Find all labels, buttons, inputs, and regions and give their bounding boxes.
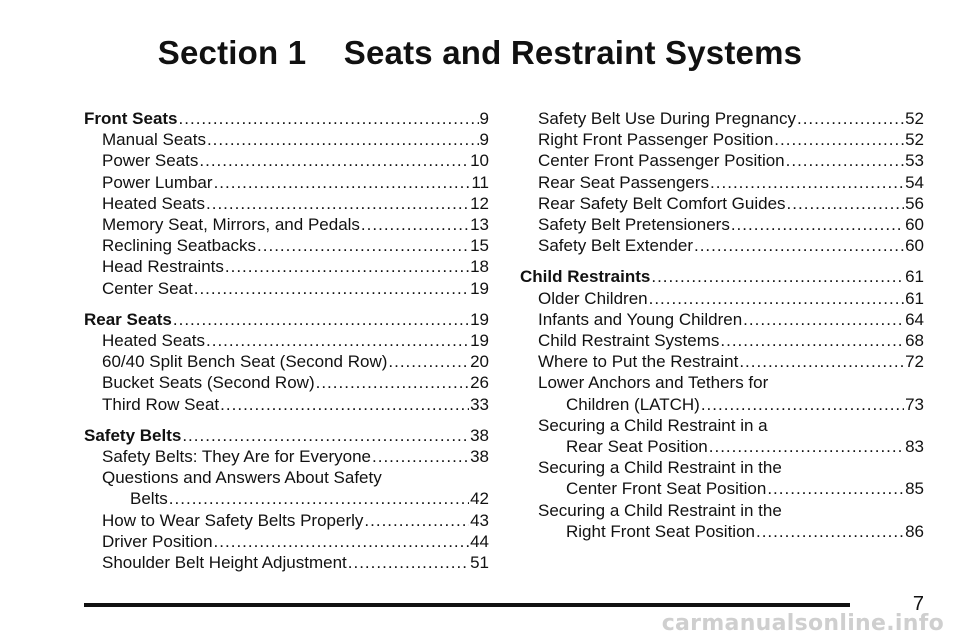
dot-leader (388, 351, 469, 372)
toc-entry-label: Right Front Passenger Position (538, 130, 774, 150)
toc-entry[interactable] (84, 531, 489, 552)
toc-entry-label: Safety Belt Use During Pregnancy (538, 109, 796, 128)
toc-entry[interactable] (520, 309, 924, 330)
dot-leader (169, 488, 469, 509)
toc-heading-label: Front Seats (84, 109, 178, 128)
toc-page-number: 33 (470, 394, 489, 414)
toc-entry[interactable] (84, 330, 489, 351)
toc-entry[interactable] (520, 351, 924, 372)
dot-leader (257, 235, 469, 256)
toc-entry-label: Power Seats (102, 151, 199, 171)
toc-entry-continuation (520, 436, 924, 457)
toc-entry[interactable] (520, 150, 924, 171)
toc-entry-label-line1: Lower Anchors and Tethers for (538, 373, 769, 393)
toc-entry-wrapped[interactable] (520, 500, 924, 542)
toc-entry-continuation (520, 478, 924, 499)
toc-entry-continuation (520, 394, 924, 415)
dot-leader (709, 436, 904, 457)
dot-leader (649, 288, 904, 309)
toc-entry-wrapped[interactable] (520, 457, 924, 499)
toc-entry-label: Reclining Seatbacks (102, 236, 257, 256)
toc-page-number: 83 (905, 437, 924, 457)
toc-group-safety-belts-continued (520, 108, 924, 256)
toc-page-number: 19 (470, 331, 489, 351)
dot-leader (720, 330, 904, 351)
toc-entry[interactable] (520, 330, 924, 351)
toc-page-number: 61 (905, 267, 924, 287)
toc-entry[interactable] (84, 214, 489, 235)
toc-page-number: 72 (905, 352, 924, 372)
toc-page-number: 9 (479, 109, 489, 128)
toc-entry[interactable] (520, 193, 924, 214)
toc-entry-label: Rear Seat Passengers (538, 172, 710, 192)
dot-leader (206, 193, 469, 214)
toc-entry[interactable] (84, 552, 489, 573)
toc-entry-label: Bucket Seats (Second Row) (102, 373, 315, 393)
dot-leader (225, 256, 469, 277)
toc-page-number: 15 (470, 236, 489, 256)
toc-entry-label-line2: Rear Seat Position (566, 437, 708, 457)
dot-leader (199, 150, 469, 171)
toc-entry-label: Manual Seats (102, 130, 206, 150)
watermark: carmanualsonline.info (661, 611, 944, 636)
toc-page-number: 60 (905, 236, 924, 256)
toc-group-child-restraints (520, 266, 924, 542)
toc-entry-label: Safety Belts: They Are for Everyone (102, 447, 371, 467)
toc-entry[interactable] (84, 129, 489, 150)
toc-page-number: 64 (905, 309, 924, 329)
toc-entry-label: How to Wear Safety Belts Properly (102, 510, 364, 530)
toc-entry-label: Shoulder Belt Height Adjustment (102, 553, 347, 573)
dot-leader (372, 446, 469, 467)
toc-entry[interactable] (520, 129, 924, 150)
toc-entry-label: Driver Position (102, 531, 213, 551)
toc-heading-child-restraints[interactable] (520, 266, 924, 287)
toc-page-number: 44 (470, 531, 489, 551)
toc-page-number: 61 (905, 288, 924, 308)
toc-entry[interactable] (84, 278, 489, 299)
dot-leader (206, 330, 469, 351)
toc-page-number: 13 (470, 215, 489, 235)
footer-rule (84, 603, 850, 607)
toc-page-number: 11 (471, 172, 489, 192)
toc-entry[interactable] (520, 288, 924, 309)
toc-entry-label: Where to Put the Restraint (538, 352, 739, 372)
toc-entry[interactable] (84, 193, 489, 214)
toc-entry-label-line2: Right Front Seat Position (566, 521, 755, 541)
toc-page-number: 19 (470, 278, 489, 298)
page-number: 7 (912, 593, 924, 615)
toc-page-number: 10 (470, 151, 489, 171)
toc-page-number: 53 (905, 151, 924, 171)
toc-entry-label-line2: Center Front Seat Position (566, 479, 767, 499)
dot-leader (756, 521, 904, 542)
dot-leader (214, 531, 470, 552)
toc-entry-label-line2: Belts (130, 489, 168, 509)
toc-entry-label: Safety Belt Pretensioners (538, 215, 730, 235)
toc-page-number: 54 (905, 172, 924, 192)
toc-page-number: 43 (470, 510, 489, 530)
dot-leader (797, 108, 904, 129)
toc-entry[interactable] (84, 150, 489, 171)
toc-page-number: 52 (905, 130, 924, 150)
toc-group-front-seats (84, 108, 489, 299)
toc-entry-label: Power Lumbar (102, 172, 213, 192)
toc-entry[interactable] (84, 394, 489, 415)
toc-page-number: 38 (470, 447, 489, 467)
toc-entry-label: Third Row Seat (102, 394, 220, 414)
toc-heading-label: Child Restraints (520, 267, 651, 287)
toc-heading-label: Safety Belts (84, 425, 182, 445)
toc-page-number: 20 (470, 352, 489, 372)
toc-entry-continuation (84, 488, 489, 509)
toc-entry-label-line1: Questions and Answers About Safety (102, 468, 382, 488)
toc-entry-label: Center Seat (102, 278, 193, 298)
dot-leader (774, 129, 904, 150)
toc-entry-label: Rear Safety Belt Comfort Guides (538, 193, 786, 213)
dot-leader (361, 214, 469, 235)
dot-leader (194, 278, 469, 299)
toc-entry[interactable] (84, 235, 489, 256)
toc-page-number: 12 (470, 193, 489, 213)
dot-leader (214, 172, 471, 193)
toc-entry[interactable] (520, 214, 924, 235)
toc-entry-label: Safety Belt Extender (538, 236, 693, 256)
toc-entry-label: Heated Seats (102, 331, 206, 351)
dot-leader (786, 150, 904, 171)
dot-leader (220, 394, 469, 415)
toc-entry-label-line1: Securing a Child Restraint in the (538, 500, 782, 520)
toc-entry[interactable] (84, 446, 489, 467)
dot-leader (348, 552, 469, 573)
toc-page-number: 86 (905, 521, 924, 541)
toc-entry[interactable] (520, 235, 924, 256)
toc-entry-label-line1: Securing a Child Restraint in a (538, 415, 768, 435)
toc-page-number: 52 (905, 109, 924, 128)
toc-heading-safety-belts[interactable] (84, 425, 489, 446)
dot-leader (182, 425, 469, 446)
section-title: Section 1 Seats and Restraint Systems (157, 34, 803, 71)
toc-entry-label: Infants and Young Children (538, 309, 743, 329)
toc-page-number: 26 (470, 373, 489, 393)
toc-entry-label: Head Restraints (102, 257, 224, 277)
dot-leader (767, 478, 904, 499)
toc-entry[interactable] (84, 172, 489, 193)
toc-entry[interactable] (520, 172, 924, 193)
dot-leader (364, 510, 469, 531)
toc-entry-label-line1: Securing a Child Restraint in the (538, 458, 782, 478)
toc-heading-front-seats[interactable] (84, 108, 489, 129)
dot-leader (710, 172, 904, 193)
dot-leader (173, 309, 469, 330)
toc-entry[interactable] (84, 372, 489, 393)
toc-page-number: 19 (470, 309, 489, 329)
toc-entry-label: 60/40 Split Bench Seat (Second Row) (102, 352, 388, 372)
toc-page-number: 60 (905, 215, 924, 235)
toc-page-number: 73 (905, 394, 924, 414)
toc-page-number: 18 (470, 257, 489, 277)
toc-entry-continuation (520, 521, 924, 542)
toc-column-right (520, 108, 924, 552)
toc-page-number: 9 (479, 130, 489, 150)
dot-leader (701, 394, 904, 415)
dot-leader (316, 372, 469, 393)
toc-column-left (84, 108, 489, 583)
toc-heading-rear-seats[interactable] (84, 309, 489, 330)
toc-entry-label: Center Front Passenger Position (538, 151, 785, 171)
toc-entry[interactable] (520, 108, 924, 129)
toc-page-number: 38 (470, 425, 489, 445)
dot-leader (694, 235, 904, 256)
dot-leader (179, 108, 479, 129)
dot-leader (207, 129, 479, 150)
dot-leader (731, 214, 904, 235)
toc-entry-label: Memory Seat, Mirrors, and Pedals (102, 215, 360, 235)
toc-page-number: 68 (905, 331, 924, 351)
toc-entry-label: Older Children (538, 288, 648, 308)
toc-entry[interactable] (84, 510, 489, 531)
toc-entry-wrapped[interactable] (520, 372, 924, 414)
dot-leader (651, 266, 904, 287)
toc-page-number: 56 (905, 193, 924, 213)
toc-entry-label-line2: Children (LATCH) (566, 394, 700, 414)
dot-leader (739, 351, 904, 372)
dot-leader (743, 309, 904, 330)
toc-page-number: 42 (470, 489, 489, 509)
toc-heading-label: Rear Seats (84, 309, 172, 329)
toc-entry-wrapped[interactable] (84, 467, 489, 509)
toc-page-number: 51 (470, 553, 489, 573)
dot-leader (787, 193, 905, 214)
toc-group-rear-seats (84, 309, 489, 415)
toc-group-safety-belts (84, 425, 489, 573)
toc-page-number: 85 (905, 479, 924, 499)
toc-entry-label: Child Restraint Systems (538, 331, 720, 351)
toc-entry-label: Heated Seats (102, 193, 206, 213)
toc-entry[interactable] (84, 256, 489, 277)
toc-entry[interactable] (84, 351, 489, 372)
toc-entry-wrapped[interactable] (520, 415, 924, 457)
